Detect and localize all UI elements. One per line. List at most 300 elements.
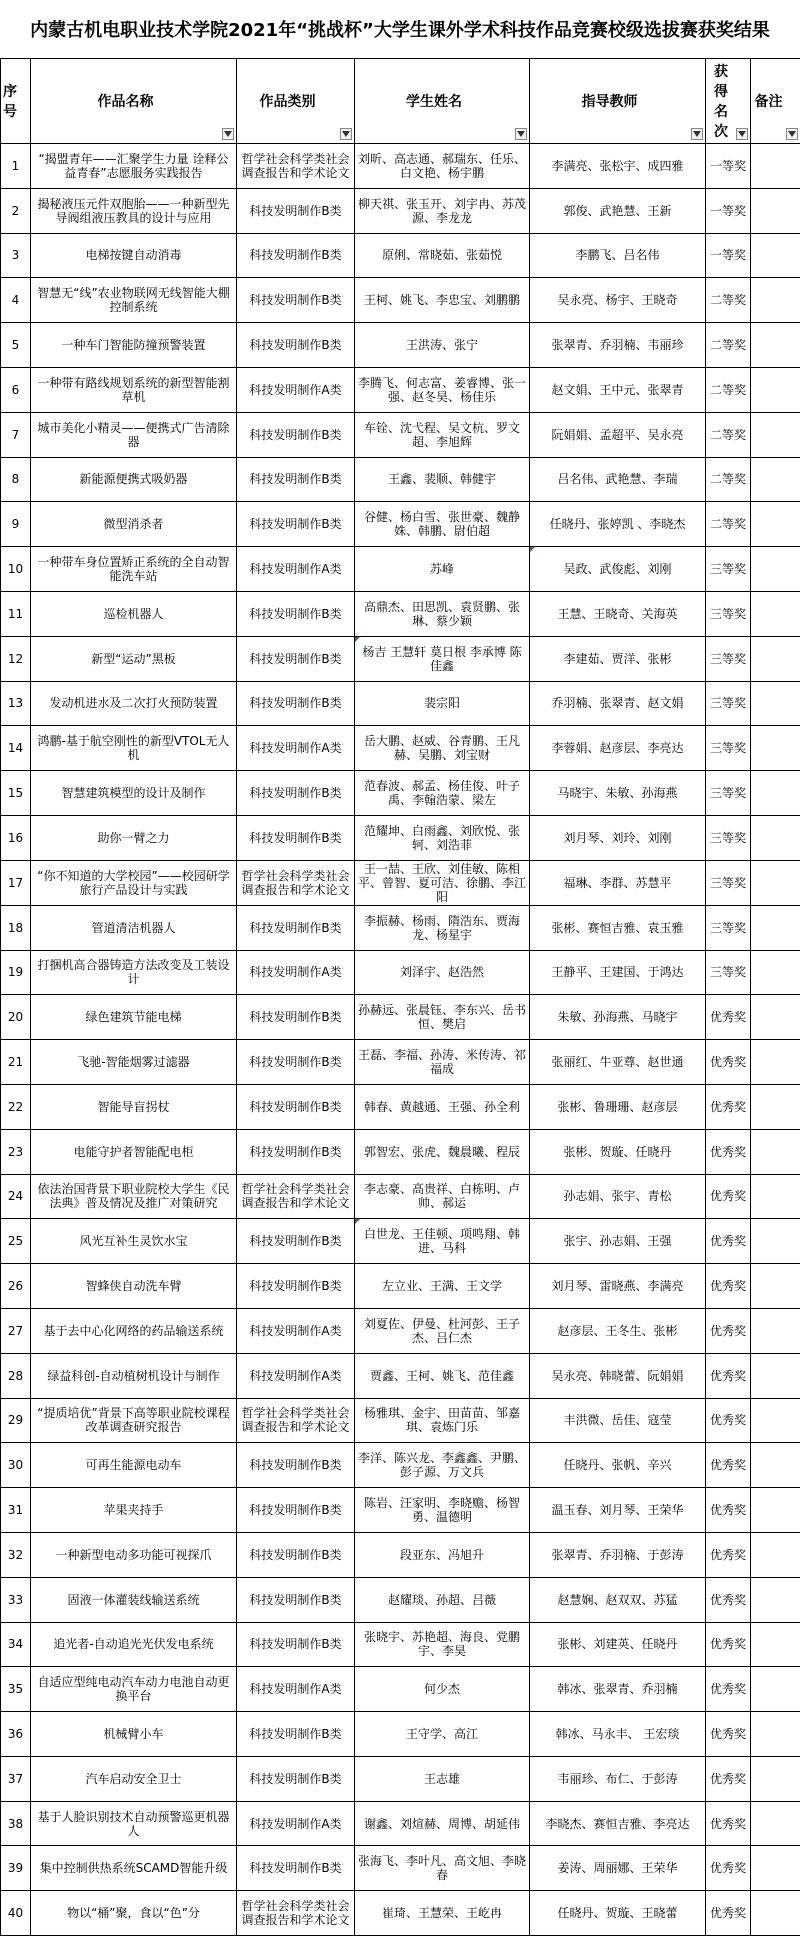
- cell-category[interactable]: 科技发明制作B类: [237, 412, 355, 457]
- cell-category[interactable]: 哲学社会科学类社会调查报告和学术论文: [237, 144, 355, 189]
- table-row[interactable]: [1, 905, 800, 950]
- cell-award[interactable]: 优秀奖: [706, 1801, 751, 1846]
- cell-students[interactable]: 王守学、高江: [355, 1712, 530, 1757]
- cell-remark[interactable]: [751, 457, 800, 502]
- cell-no[interactable]: 23: [1, 1129, 31, 1174]
- cell-category[interactable]: 科技发明制作B类: [237, 1443, 355, 1488]
- cell-remark[interactable]: [751, 860, 800, 905]
- table-row[interactable]: [1, 1398, 800, 1443]
- table-row[interactable]: [1, 1532, 800, 1577]
- cell-remark[interactable]: [751, 995, 800, 1040]
- cell-no[interactable]: 13: [1, 681, 31, 726]
- cell-work[interactable]: 风光互补生灵饮水宝: [31, 1219, 237, 1264]
- table-row[interactable]: [1, 1219, 800, 1264]
- table-row[interactable]: [1, 1084, 800, 1129]
- cell-students[interactable]: 李志豪、高贵祥、白栋明、卢帅、郝运: [355, 1174, 530, 1219]
- cell-teachers[interactable]: 张宇、孙志娟、王强: [530, 1219, 706, 1264]
- cell-award[interactable]: 三等奖: [706, 681, 751, 726]
- cell-category[interactable]: 科技发明制作B类: [237, 1712, 355, 1757]
- cell-students[interactable]: 岳大鹏、赵威、谷青鹏、王凡赫、吴鹏、刘宝财: [355, 726, 530, 771]
- cell-teachers[interactable]: 李鹏飞、吕名伟: [530, 233, 706, 278]
- cell-teachers[interactable]: 王静平、王建国、于鸿达: [530, 950, 706, 995]
- cell-remark[interactable]: [751, 1174, 800, 1219]
- cell-students[interactable]: 孙赫远、张晨钰、李东兴、岳书恒、樊启: [355, 995, 530, 1040]
- cell-teachers[interactable]: 马晓宇、朱敏、孙海燕: [530, 771, 706, 816]
- cell-award[interactable]: 三等奖: [706, 950, 751, 995]
- cell-remark[interactable]: [751, 726, 800, 771]
- cell-remark[interactable]: [751, 367, 800, 412]
- cell-teachers[interactable]: 朱敏、孙海燕、马晓宇: [530, 995, 706, 1040]
- table-row[interactable]: [1, 1891, 800, 1936]
- cell-students[interactable]: 王柯、姚飞、李忠宝、刘鹏鹏: [355, 278, 530, 323]
- filter-dropdown-icon[interactable]: [691, 128, 703, 140]
- table-row[interactable]: [1, 547, 800, 592]
- cell-no[interactable]: 40: [1, 1891, 31, 1936]
- cell-students[interactable]: 王磊、李福、孙涛、米传涛、祁福成: [355, 1040, 530, 1085]
- cell-no[interactable]: 14: [1, 726, 31, 771]
- cell-students[interactable]: 白世龙、王佳顿、项鸣翔、韩进、马科: [355, 1219, 530, 1264]
- cell-teachers[interactable]: 张翠青、乔羽楠、韦丽珍: [530, 323, 706, 368]
- cell-teachers[interactable]: 李建茹、贾洋、张彬: [530, 636, 706, 681]
- cell-no[interactable]: 30: [1, 1443, 31, 1488]
- cell-teachers[interactable]: 任晓丹、张婷凯 、李晓杰: [530, 502, 706, 547]
- cell-teachers[interactable]: 张丽红、牛亚尊、赵世通: [530, 1040, 706, 1085]
- table-row[interactable]: [1, 144, 800, 189]
- cell-remark[interactable]: [751, 636, 800, 681]
- table-row[interactable]: [1, 1353, 800, 1398]
- cell-teachers[interactable]: 温玉春、刘月琴、王荣华: [530, 1488, 706, 1533]
- table-row[interactable]: [1, 1577, 800, 1622]
- cell-award[interactable]: 优秀奖: [706, 1219, 751, 1264]
- cell-teachers[interactable]: 张翠青、乔羽楠、于彭涛: [530, 1532, 706, 1577]
- cell-no[interactable]: 12: [1, 636, 31, 681]
- cell-award[interactable]: 三等奖: [706, 815, 751, 860]
- cell-category[interactable]: 科技发明制作B类: [237, 1846, 355, 1891]
- cell-students[interactable]: 刘泽宇、赵浩然: [355, 950, 530, 995]
- cell-award[interactable]: 二等奖: [706, 412, 751, 457]
- cell-work[interactable]: “你不知道的大学校园”——校园研学旅行产品设计与实践: [31, 860, 237, 905]
- cell-award[interactable]: 优秀奖: [706, 1129, 751, 1174]
- cell-no[interactable]: 7: [1, 412, 31, 457]
- cell-no[interactable]: 32: [1, 1532, 31, 1577]
- cell-students[interactable]: 李振赫、杨雨、隋浩东、贾海龙、杨星宇: [355, 905, 530, 950]
- cell-award[interactable]: 一等奖: [706, 144, 751, 189]
- cell-award[interactable]: 优秀奖: [706, 1712, 751, 1757]
- cell-no[interactable]: 39: [1, 1846, 31, 1891]
- table-row[interactable]: [1, 1443, 800, 1488]
- cell-category[interactable]: 科技发明制作B类: [237, 1084, 355, 1129]
- cell-category[interactable]: 科技发明制作B类: [237, 1622, 355, 1667]
- cell-remark[interactable]: [751, 681, 800, 726]
- cell-category[interactable]: 科技发明制作B类: [237, 771, 355, 816]
- table-row[interactable]: [1, 1622, 800, 1667]
- cell-work[interactable]: 可再生能源电动车: [31, 1443, 237, 1488]
- cell-no[interactable]: 11: [1, 591, 31, 636]
- cell-category[interactable]: 科技发明制作B类: [237, 188, 355, 233]
- cell-work[interactable]: 物以“桶”聚，食以“色”分: [31, 1891, 237, 1936]
- cell-no[interactable]: 37: [1, 1756, 31, 1801]
- cell-no[interactable]: 31: [1, 1488, 31, 1533]
- cell-teachers[interactable]: 李满亮、张松宇、成四雅: [530, 144, 706, 189]
- cell-category[interactable]: 哲学社会科学类社会调查报告和学术论文: [237, 1398, 355, 1443]
- cell-work[interactable]: 一种带有路线规划系统的新型智能割草机: [31, 367, 237, 412]
- cell-award[interactable]: 优秀奖: [706, 1084, 751, 1129]
- cell-teachers[interactable]: 赵文娟、王中元、张翠青: [530, 367, 706, 412]
- cell-no[interactable]: 20: [1, 995, 31, 1040]
- cell-award[interactable]: 二等奖: [706, 323, 751, 368]
- cell-teachers[interactable]: 吴永亮、韩晓蕾、阮娟娟: [530, 1353, 706, 1398]
- cell-remark[interactable]: [751, 1084, 800, 1129]
- cell-no[interactable]: 19: [1, 950, 31, 995]
- table-row[interactable]: [1, 502, 800, 547]
- cell-remark[interactable]: [751, 1891, 800, 1936]
- cell-work[interactable]: 机械臂小车: [31, 1712, 237, 1757]
- cell-remark[interactable]: [751, 1308, 800, 1353]
- table-row[interactable]: [1, 1174, 800, 1219]
- table-row[interactable]: [1, 1308, 800, 1353]
- cell-category[interactable]: 科技发明制作B类: [237, 1129, 355, 1174]
- cell-category[interactable]: 科技发明制作B类: [237, 278, 355, 323]
- cell-work[interactable]: 微型消杀者: [31, 502, 237, 547]
- cell-work[interactable]: 智能导盲拐杖: [31, 1084, 237, 1129]
- table-row[interactable]: [1, 726, 800, 771]
- cell-teachers[interactable]: 韩冰、马永丰、 王宏琰: [530, 1712, 706, 1757]
- cell-remark[interactable]: [751, 412, 800, 457]
- table-row[interactable]: [1, 278, 800, 323]
- cell-category[interactable]: 科技发明制作A类: [237, 1353, 355, 1398]
- cell-remark[interactable]: [751, 1756, 800, 1801]
- cell-no[interactable]: 28: [1, 1353, 31, 1398]
- cell-no[interactable]: 10: [1, 547, 31, 592]
- cell-students[interactable]: 刘夏佐、伊曼、杜河彭、王子杰、吕仁杰: [355, 1308, 530, 1353]
- cell-remark[interactable]: [751, 144, 800, 189]
- cell-no[interactable]: 21: [1, 1040, 31, 1085]
- cell-students[interactable]: 李腾飞、何志富、姜睿博、张一强、赵冬昊、杨佳乐: [355, 367, 530, 412]
- cell-award[interactable]: 优秀奖: [706, 1308, 751, 1353]
- cell-remark[interactable]: [751, 233, 800, 278]
- cell-remark[interactable]: [751, 1622, 800, 1667]
- table-row[interactable]: [1, 1264, 800, 1309]
- cell-category[interactable]: 科技发明制作B类: [237, 1488, 355, 1533]
- table-row[interactable]: [1, 367, 800, 412]
- cell-students[interactable]: 段亚东、冯旭升: [355, 1532, 530, 1577]
- cell-students[interactable]: 王一喆、王欣、刘佳敏、陈相平、曾智、夏可洁、徐鹏、李江阳: [355, 860, 530, 905]
- table-row[interactable]: [1, 1488, 800, 1533]
- cell-category[interactable]: 科技发明制作B类: [237, 815, 355, 860]
- cell-students[interactable]: 柳天祺、张玉开、刘宇冉、苏茂源、李龙龙: [355, 188, 530, 233]
- filter-dropdown-icon[interactable]: [222, 128, 234, 140]
- cell-category[interactable]: 科技发明制作B类: [237, 1577, 355, 1622]
- cell-no[interactable]: 22: [1, 1084, 31, 1129]
- cell-work[interactable]: 助你一臂之力: [31, 815, 237, 860]
- cell-no[interactable]: 1: [1, 144, 31, 189]
- cell-remark[interactable]: [751, 1353, 800, 1398]
- cell-work[interactable]: 打捆机高合器铸造方法改变及工装设计: [31, 950, 237, 995]
- cell-remark[interactable]: [751, 771, 800, 816]
- cell-category[interactable]: 科技发明制作B类: [237, 323, 355, 368]
- cell-no[interactable]: 38: [1, 1801, 31, 1846]
- cell-remark[interactable]: [751, 1801, 800, 1846]
- cell-award[interactable]: 三等奖: [706, 771, 751, 816]
- cell-remark[interactable]: [751, 1667, 800, 1712]
- cell-work[interactable]: 智蜂侠自动洗车臂: [31, 1264, 237, 1309]
- cell-no[interactable]: 9: [1, 502, 31, 547]
- cell-work[interactable]: 自适应型纯电动汽车动力电池自动更换平台: [31, 1667, 237, 1712]
- cell-remark[interactable]: [751, 1712, 800, 1757]
- cell-students[interactable]: 车铨、沈弋程、吴文杭、罗文超、李旭辉: [355, 412, 530, 457]
- cell-remark[interactable]: [751, 950, 800, 995]
- cell-work[interactable]: 飞驰-智能烟雾过滤器: [31, 1040, 237, 1085]
- cell-students[interactable]: 崔琦、王慧荣、王屹冉: [355, 1891, 530, 1936]
- cell-teachers[interactable]: 张彬、赛恒吉雅、袁玉雅: [530, 905, 706, 950]
- cell-remark[interactable]: [751, 1398, 800, 1443]
- cell-award[interactable]: 二等奖: [706, 502, 751, 547]
- cell-students[interactable]: 王洪涛、张宁: [355, 323, 530, 368]
- cell-award[interactable]: 优秀奖: [706, 1264, 751, 1309]
- cell-work[interactable]: 新能源便携式吸奶器: [31, 457, 237, 502]
- cell-students[interactable]: 刘昕、高志通、郝瑞东、任乐、白文艳、杨宇鹏: [355, 144, 530, 189]
- table-row[interactable]: [1, 412, 800, 457]
- cell-award[interactable]: 三等奖: [706, 636, 751, 681]
- cell-students[interactable]: 谢鑫、刘煊赫、周博、胡延伟: [355, 1801, 530, 1846]
- table-row[interactable]: [1, 1712, 800, 1757]
- cell-award[interactable]: 三等奖: [706, 905, 751, 950]
- cell-work[interactable]: 揭秘液压元件双胞胎——一种新型先导阀组液压教具的设计与应用: [31, 188, 237, 233]
- cell-remark[interactable]: [751, 905, 800, 950]
- cell-work[interactable]: 固液一体灌装线输送系统: [31, 1577, 237, 1622]
- cell-remark[interactable]: [751, 1129, 800, 1174]
- cell-teachers[interactable]: 吴永亮、杨宇、王晓奇: [530, 278, 706, 323]
- cell-teachers[interactable]: 刘月琴、雷晓燕、李满亮: [530, 1264, 706, 1309]
- cell-category[interactable]: 科技发明制作B类: [237, 591, 355, 636]
- cell-teachers[interactable]: 韩冰、张翠青、乔羽楠: [530, 1667, 706, 1712]
- table-row[interactable]: [1, 1040, 800, 1085]
- cell-work[interactable]: 智慧无“线”农业物联网无线智能大棚控制系统: [31, 278, 237, 323]
- cell-award[interactable]: 优秀奖: [706, 1040, 751, 1085]
- cell-students[interactable]: 张海飞、李叶凡、高文旭、李晓春: [355, 1846, 530, 1891]
- cell-work[interactable]: 鸿鹏-基于航空刚性的新型VTOL无人机: [31, 726, 237, 771]
- cell-award[interactable]: 优秀奖: [706, 1577, 751, 1622]
- table-row[interactable]: [1, 1667, 800, 1712]
- cell-remark[interactable]: [751, 502, 800, 547]
- cell-award[interactable]: 优秀奖: [706, 995, 751, 1040]
- cell-work[interactable]: 电能守护者智能配电柜: [31, 1129, 237, 1174]
- cell-teachers[interactable]: 张彬、鲁珊珊、赵彦层: [530, 1084, 706, 1129]
- cell-teachers[interactable]: 孙志娟、张宇、青松: [530, 1174, 706, 1219]
- cell-remark[interactable]: [751, 1219, 800, 1264]
- table-row[interactable]: [1, 323, 800, 368]
- cell-category[interactable]: 哲学社会科学类社会调查报告和学术论文: [237, 1174, 355, 1219]
- cell-no[interactable]: 8: [1, 457, 31, 502]
- cell-award[interactable]: 三等奖: [706, 591, 751, 636]
- cell-students[interactable]: 李洋、陈兴龙、李鑫鑫、尹鹏、彭子源、万文兵: [355, 1443, 530, 1488]
- cell-no[interactable]: 15: [1, 771, 31, 816]
- cell-students[interactable]: 杨雅琪、金宇、田苗苗、邹嘉琪、袁炼门乐: [355, 1398, 530, 1443]
- cell-category[interactable]: 科技发明制作B类: [237, 1756, 355, 1801]
- cell-no[interactable]: 24: [1, 1174, 31, 1219]
- cell-students[interactable]: 裴宗阳: [355, 681, 530, 726]
- cell-no[interactable]: 33: [1, 1577, 31, 1622]
- cell-remark[interactable]: [751, 547, 800, 592]
- filter-dropdown-icon[interactable]: [340, 128, 352, 140]
- cell-no[interactable]: 27: [1, 1308, 31, 1353]
- cell-no[interactable]: 18: [1, 905, 31, 950]
- cell-teachers[interactable]: 王慧、王晓奇、关海英: [530, 591, 706, 636]
- cell-students[interactable]: 原俐、常晓茹、张茹悦: [355, 233, 530, 278]
- table-row[interactable]: [1, 815, 800, 860]
- cell-students[interactable]: 苏峰: [355, 547, 530, 592]
- cell-students[interactable]: 杨吉 王慧轩 莫日根 李承博 陈佳鑫: [355, 636, 530, 681]
- cell-no[interactable]: 6: [1, 367, 31, 412]
- cell-students[interactable]: 高鼎杰、田思凯、袁贤鹏、张琳、蔡少颖: [355, 591, 530, 636]
- cell-teachers[interactable]: 丰洪微、岳佳、寇莹: [530, 1398, 706, 1443]
- cell-category[interactable]: 科技发明制作B类: [237, 636, 355, 681]
- cell-work[interactable]: 依法治国背景下职业院校大学生《民法典》普及情况及推广对策研究: [31, 1174, 237, 1219]
- table-row[interactable]: [1, 771, 800, 816]
- cell-teachers[interactable]: 任晓丹、张帆、辛兴: [530, 1443, 706, 1488]
- cell-remark[interactable]: [751, 278, 800, 323]
- cell-no[interactable]: 34: [1, 1622, 31, 1667]
- cell-teachers[interactable]: 吴政、武俊彪、刘刚: [530, 547, 706, 592]
- cell-teachers[interactable]: 韦丽珍、布仁、于彭涛: [530, 1756, 706, 1801]
- cell-category[interactable]: 科技发明制作B类: [237, 1532, 355, 1577]
- cell-no[interactable]: 35: [1, 1667, 31, 1712]
- cell-category[interactable]: 哲学社会科学类社会调查报告和学术论文: [237, 1891, 355, 1936]
- table-row[interactable]: [1, 1801, 800, 1846]
- cell-students[interactable]: 左立业、王满、王文学: [355, 1264, 530, 1309]
- table-row[interactable]: [1, 1756, 800, 1801]
- cell-award[interactable]: 优秀奖: [706, 1443, 751, 1488]
- cell-work[interactable]: 智慧建筑模型的设计及制作: [31, 771, 237, 816]
- cell-remark[interactable]: [751, 1532, 800, 1577]
- cell-award[interactable]: 优秀奖: [706, 1846, 751, 1891]
- cell-no[interactable]: 16: [1, 815, 31, 860]
- cell-category[interactable]: 哲学社会科学类社会调查报告和学术论文: [237, 860, 355, 905]
- table-row[interactable]: [1, 1129, 800, 1174]
- cell-remark[interactable]: [751, 1488, 800, 1533]
- cell-category[interactable]: 科技发明制作B类: [237, 681, 355, 726]
- cell-students[interactable]: 韩春、黄越通、王强、孙全利: [355, 1084, 530, 1129]
- cell-remark[interactable]: [751, 1577, 800, 1622]
- cell-teachers[interactable]: 刘月琴、刘玲、刘刚: [530, 815, 706, 860]
- cell-work[interactable]: 绿益科创-自动植树机设计与制作: [31, 1353, 237, 1398]
- cell-teachers[interactable]: 李晓杰、赛恒吉雅、李亮达: [530, 1801, 706, 1846]
- cell-work[interactable]: “揭盟青年——汇聚学生力量 诠释公益青春”志愿服务实践报告: [31, 144, 237, 189]
- filter-dropdown-icon[interactable]: [736, 128, 748, 140]
- cell-category[interactable]: 科技发明制作B类: [237, 1040, 355, 1085]
- cell-category[interactable]: 科技发明制作A类: [237, 1308, 355, 1353]
- table-row[interactable]: [1, 233, 800, 278]
- table-row[interactable]: [1, 681, 800, 726]
- cell-no[interactable]: 4: [1, 278, 31, 323]
- table-row[interactable]: [1, 457, 800, 502]
- cell-remark[interactable]: [751, 188, 800, 233]
- cell-students[interactable]: 陈岩、汪家明、李晓赡、杨智勇、温德明: [355, 1488, 530, 1533]
- cell-category[interactable]: 科技发明制作B类: [237, 1264, 355, 1309]
- cell-award[interactable]: 优秀奖: [706, 1488, 751, 1533]
- cell-remark[interactable]: [751, 591, 800, 636]
- cell-work[interactable]: 巡检机器人: [31, 591, 237, 636]
- cell-category[interactable]: 科技发明制作B类: [237, 1219, 355, 1264]
- cell-teachers[interactable]: 阮娟娟、孟超平、吴永亮: [530, 412, 706, 457]
- table-row[interactable]: [1, 636, 800, 681]
- cell-category[interactable]: 科技发明制作B类: [237, 502, 355, 547]
- cell-category[interactable]: 科技发明制作B类: [237, 457, 355, 502]
- table-row[interactable]: [1, 188, 800, 233]
- cell-award[interactable]: 优秀奖: [706, 1891, 751, 1936]
- cell-award[interactable]: 优秀奖: [706, 1532, 751, 1577]
- cell-category[interactable]: 科技发明制作A类: [237, 1667, 355, 1712]
- filter-dropdown-icon[interactable]: [786, 128, 798, 140]
- cell-category[interactable]: 科技发明制作B类: [237, 233, 355, 278]
- cell-teachers[interactable]: 赵彦层、王冬生、张彬: [530, 1308, 706, 1353]
- cell-work[interactable]: 一种车门智能防撞预警装置: [31, 323, 237, 368]
- cell-teachers[interactable]: 姜涛、周丽娜、王荣华: [530, 1846, 706, 1891]
- cell-students[interactable]: 范耀坤、白雨鑫、刘欣悦、张轲、刘浩菲: [355, 815, 530, 860]
- cell-no[interactable]: 17: [1, 860, 31, 905]
- cell-award[interactable]: 二等奖: [706, 367, 751, 412]
- cell-no[interactable]: 2: [1, 188, 31, 233]
- cell-teachers[interactable]: 乔羽楠、张翠青、赵文娟: [530, 681, 706, 726]
- cell-work[interactable]: 集中控制供热系统SCAMD智能升级: [31, 1846, 237, 1891]
- cell-award[interactable]: 三等奖: [706, 726, 751, 771]
- cell-teachers[interactable]: 吕名伟、武艳慧、李瑞: [530, 457, 706, 502]
- cell-work[interactable]: 绿色建筑节能电梯: [31, 995, 237, 1040]
- cell-teachers[interactable]: 任晓丹、贺璇、王晓蕾: [530, 1891, 706, 1936]
- cell-category[interactable]: 科技发明制作A类: [237, 547, 355, 592]
- cell-teachers[interactable]: 张彬、贺璇、任晓丹: [530, 1129, 706, 1174]
- cell-remark[interactable]: [751, 323, 800, 368]
- cell-teachers[interactable]: 福琳、李群、苏慧平: [530, 860, 706, 905]
- cell-award[interactable]: 优秀奖: [706, 1756, 751, 1801]
- table-row[interactable]: [1, 1846, 800, 1891]
- cell-remark[interactable]: [751, 815, 800, 860]
- cell-students[interactable]: 王鑫、裴顺、韩健宇: [355, 457, 530, 502]
- cell-teachers[interactable]: 李蓉娟、赵彦层、李亮达: [530, 726, 706, 771]
- cell-work[interactable]: 新型“运动”黑板: [31, 636, 237, 681]
- cell-no[interactable]: 29: [1, 1398, 31, 1443]
- cell-students[interactable]: 赵耀琰、孙超、吕薇: [355, 1577, 530, 1622]
- cell-teachers[interactable]: 郭俊、武艳慧、王新: [530, 188, 706, 233]
- cell-award[interactable]: 一等奖: [706, 188, 751, 233]
- cell-students[interactable]: 张晓宇、苏艳超、海良、党鹏宇、李昊: [355, 1622, 530, 1667]
- cell-work[interactable]: 城市美化小精灵——便携式广告清除器: [31, 412, 237, 457]
- cell-work[interactable]: 一种新型电动多功能可视探爪: [31, 1532, 237, 1577]
- cell-award[interactable]: 二等奖: [706, 457, 751, 502]
- cell-work[interactable]: 苹果夹持手: [31, 1488, 237, 1533]
- table-row[interactable]: [1, 950, 800, 995]
- cell-students[interactable]: 郭智宏、张虎、魏晨曦、程辰: [355, 1129, 530, 1174]
- cell-students[interactable]: 何少杰: [355, 1667, 530, 1712]
- table-row[interactable]: [1, 860, 800, 905]
- cell-work[interactable]: 一种带车身位置矫正系统的全自动智能洗车站: [31, 547, 237, 592]
- cell-work[interactable]: 基于去中心化网络的药品输送系统: [31, 1308, 237, 1353]
- cell-award[interactable]: 优秀奖: [706, 1398, 751, 1443]
- cell-remark[interactable]: [751, 1040, 800, 1085]
- cell-award[interactable]: 优秀奖: [706, 1622, 751, 1667]
- table-row[interactable]: [1, 591, 800, 636]
- cell-no[interactable]: 26: [1, 1264, 31, 1309]
- cell-remark[interactable]: [751, 1443, 800, 1488]
- cell-no[interactable]: 5: [1, 323, 31, 368]
- cell-no[interactable]: 25: [1, 1219, 31, 1264]
- cell-work[interactable]: 发动机进水及二次打火预防装置: [31, 681, 237, 726]
- cell-category[interactable]: 科技发明制作A类: [237, 367, 355, 412]
- cell-award[interactable]: 一等奖: [706, 233, 751, 278]
- cell-category[interactable]: 科技发明制作A类: [237, 1801, 355, 1846]
- cell-teachers[interactable]: 赵慧娴、赵双双、苏猛: [530, 1577, 706, 1622]
- cell-students[interactable]: 王志雄: [355, 1756, 530, 1801]
